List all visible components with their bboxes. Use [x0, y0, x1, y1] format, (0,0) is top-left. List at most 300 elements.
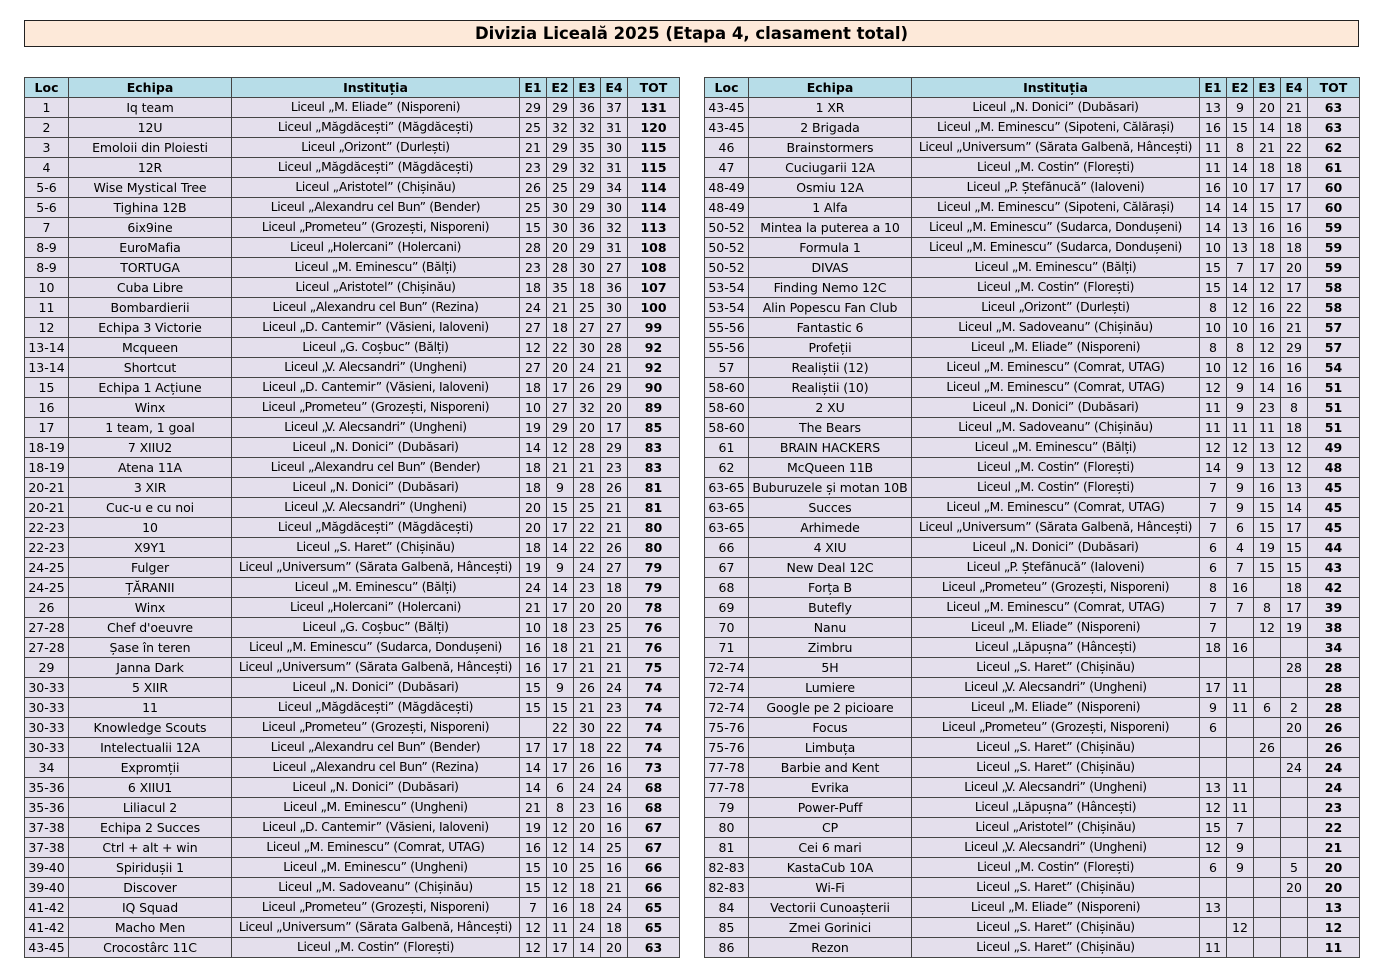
table-row	[25, 678, 680, 698]
e3-cell: 24	[574, 358, 601, 378]
e2-cell: 12	[1227, 298, 1254, 318]
e2-cell: 17	[547, 518, 574, 538]
team-cell: Zmei Gorinici	[749, 918, 912, 938]
e1-cell: 14	[1200, 198, 1227, 218]
rank-cell: 77-78	[705, 778, 749, 798]
institution-cell: Liceul „V. Alecsandri” (Ungheni)	[232, 498, 520, 518]
header-e2: E2	[1227, 78, 1254, 98]
table-row	[25, 698, 680, 718]
e2-cell: 14	[1227, 278, 1254, 298]
team-cell: Șase în teren	[69, 638, 232, 658]
e4-cell: 23	[601, 698, 628, 718]
e1-cell: 17	[1200, 678, 1227, 698]
total-cell: 39	[1308, 598, 1360, 618]
team-cell: Profeții	[749, 338, 912, 358]
header-institutia: Instituția	[912, 78, 1200, 98]
total-cell: 108	[628, 238, 680, 258]
e3-cell: 24	[574, 558, 601, 578]
table-row	[25, 938, 680, 958]
institution-cell: Liceul „Măgdăcești” (Măgdăcești)	[232, 158, 520, 178]
table-row	[705, 578, 1360, 598]
team-cell: Arhimede	[749, 518, 912, 538]
e4-cell: 27	[601, 258, 628, 278]
total-cell: 21	[1308, 838, 1360, 858]
table-row	[25, 338, 680, 358]
header-e1: E1	[520, 78, 547, 98]
team-cell: Cuba Libre	[69, 278, 232, 298]
institution-cell: Liceul „V. Alecsandri” (Ungheni)	[912, 678, 1200, 698]
total-cell: 107	[628, 278, 680, 298]
rank-cell: 30-33	[25, 678, 69, 698]
team-cell: 12R	[69, 158, 232, 178]
table-row	[25, 418, 680, 438]
e3-cell: 18	[574, 878, 601, 898]
e2-cell: 18	[547, 638, 574, 658]
e3-cell: 29	[574, 238, 601, 258]
e3-cell: 13	[1254, 458, 1281, 478]
e2-cell: 20	[547, 358, 574, 378]
e4-cell: 22	[601, 718, 628, 738]
e2-cell: 32	[547, 118, 574, 138]
e3-cell	[1254, 758, 1281, 778]
e1-cell: 17	[520, 738, 547, 758]
table-row	[25, 858, 680, 878]
table-row	[25, 818, 680, 838]
institution-cell: Liceul „Lăpușna” (Hâncești)	[912, 798, 1200, 818]
table-row	[705, 898, 1360, 918]
e3-cell: 30	[574, 338, 601, 358]
institution-cell: Liceul „M. Costin” (Florești)	[912, 458, 1200, 478]
rank-cell: 82-83	[705, 878, 749, 898]
total-cell: 131	[628, 98, 680, 118]
e2-cell: 18	[547, 318, 574, 338]
e2-cell: 8	[1227, 338, 1254, 358]
e4-cell: 36	[601, 278, 628, 298]
team-cell: ȚĂRANII	[69, 578, 232, 598]
e1-cell: 24	[520, 298, 547, 318]
e1-cell: 8	[1200, 578, 1227, 598]
table-row	[705, 678, 1360, 698]
e3-cell: 30	[574, 258, 601, 278]
table-row	[25, 758, 680, 778]
e4-cell: 21	[1281, 98, 1308, 118]
e4-cell: 29	[601, 438, 628, 458]
total-cell: 108	[628, 258, 680, 278]
e2-cell: 9	[1227, 378, 1254, 398]
e2-cell	[1227, 758, 1254, 778]
rank-cell: 22-23	[25, 518, 69, 538]
e1-cell	[520, 718, 547, 738]
total-cell: 45	[1308, 478, 1360, 498]
institution-cell: Liceul „M. Eliade” (Nisporeni)	[912, 618, 1200, 638]
total-cell: 59	[1308, 258, 1360, 278]
rank-cell: 81	[705, 838, 749, 858]
team-cell: Wi-Fi	[749, 878, 912, 898]
rank-cell: 10	[25, 278, 69, 298]
e1-cell: 28	[520, 238, 547, 258]
rank-cell: 1	[25, 98, 69, 118]
total-cell: 92	[628, 338, 680, 358]
rank-cell: 4	[25, 158, 69, 178]
e3-cell: 17	[1254, 178, 1281, 198]
e1-cell: 8	[1200, 298, 1227, 318]
rank-cell: 16	[25, 398, 69, 418]
institution-cell: Liceul „S. Haret” (Chișinău)	[912, 938, 1200, 958]
e2-cell: 14	[547, 538, 574, 558]
table-row	[25, 498, 680, 518]
table-row	[25, 738, 680, 758]
e4-cell: 16	[601, 858, 628, 878]
e4-cell: 31	[601, 118, 628, 138]
table-row	[705, 198, 1360, 218]
header-e1: E1	[1200, 78, 1227, 98]
table-row	[705, 238, 1360, 258]
e2-cell: 15	[547, 698, 574, 718]
institution-cell: Liceul „N. Donici” (Dubăsari)	[232, 778, 520, 798]
e2-cell: 7	[1227, 598, 1254, 618]
e3-cell: 16	[1254, 298, 1281, 318]
e2-cell: 12	[547, 838, 574, 858]
table-row	[25, 718, 680, 738]
team-cell: Atena 11A	[69, 458, 232, 478]
institution-cell: Liceul „G. Coșbuc” (Bălți)	[232, 618, 520, 638]
e4-cell: 17	[1281, 518, 1308, 538]
rank-cell: 35-36	[25, 798, 69, 818]
e4-cell: 18	[601, 918, 628, 938]
e1-cell: 7	[1200, 518, 1227, 538]
institution-cell: Liceul „Alexandru cel Bun” (Bender)	[232, 198, 520, 218]
team-cell: Winx	[69, 598, 232, 618]
total-cell: 120	[628, 118, 680, 138]
e4-cell: 22	[1281, 138, 1308, 158]
e2-cell	[1227, 738, 1254, 758]
e2-cell: 9	[1227, 838, 1254, 858]
table-row	[25, 398, 680, 418]
table-row	[705, 178, 1360, 198]
e3-cell: 32	[574, 158, 601, 178]
institution-cell: Liceul „Prometeu” (Grozești, Nisporeni)	[232, 898, 520, 918]
e2-cell: 15	[1227, 118, 1254, 138]
e4-cell: 21	[601, 358, 628, 378]
total-cell: 58	[1308, 298, 1360, 318]
rank-cell: 66	[705, 538, 749, 558]
team-cell: Limbuța	[749, 738, 912, 758]
header-tot: TOT	[1308, 78, 1360, 98]
e1-cell: 12	[1200, 798, 1227, 818]
rank-cell: 5-6	[25, 178, 69, 198]
institution-cell: Liceul „S. Haret” (Chișinău)	[912, 758, 1200, 778]
rank-cell: 72-74	[705, 678, 749, 698]
team-cell: 5H	[749, 658, 912, 678]
team-cell: Shortcut	[69, 358, 232, 378]
e2-cell: 21	[547, 298, 574, 318]
e4-cell: 37	[601, 98, 628, 118]
e1-cell: 23	[520, 258, 547, 278]
rank-cell: 29	[25, 658, 69, 678]
table-row	[25, 98, 680, 118]
e1-cell: 9	[1200, 698, 1227, 718]
e3-cell: 14	[574, 938, 601, 958]
e1-cell: 15	[1200, 258, 1227, 278]
e1-cell: 16	[1200, 118, 1227, 138]
team-cell: 1 team, 1 goal	[69, 418, 232, 438]
rank-cell: 53-54	[705, 298, 749, 318]
rank-cell: 75-76	[705, 718, 749, 738]
rank-cell: 50-52	[705, 218, 749, 238]
e1-cell: 12	[1200, 378, 1227, 398]
table-row	[705, 798, 1360, 818]
e2-cell	[1227, 938, 1254, 958]
e2-cell: 22	[547, 338, 574, 358]
rank-cell: 82-83	[705, 858, 749, 878]
header-loc: Loc	[705, 78, 749, 98]
team-cell: Osmiu 12A	[749, 178, 912, 198]
e3-cell: 25	[574, 298, 601, 318]
team-cell: Nanu	[749, 618, 912, 638]
e4-cell: 18	[1281, 238, 1308, 258]
e1-cell: 11	[1200, 418, 1227, 438]
team-cell: 1 Alfa	[749, 198, 912, 218]
team-cell: Echipa 1 Acțiune	[69, 378, 232, 398]
institution-cell: Liceul „S. Haret” (Chișinău)	[912, 658, 1200, 678]
institution-cell: Liceul „Măgdăcești” (Măgdăcești)	[232, 118, 520, 138]
institution-cell: Liceul „V. Alecsandri” (Ungheni)	[912, 778, 1200, 798]
e2-cell: 10	[1227, 318, 1254, 338]
total-cell: 83	[628, 458, 680, 478]
team-cell: 12U	[69, 118, 232, 138]
e1-cell	[1200, 658, 1227, 678]
team-cell: Forța B	[749, 578, 912, 598]
team-cell: Succes	[749, 498, 912, 518]
e2-cell: 22	[547, 718, 574, 738]
e4-cell: 18	[1281, 158, 1308, 178]
table-row	[705, 758, 1360, 778]
team-cell: 3 XIR	[69, 478, 232, 498]
e1-cell: 11	[1200, 398, 1227, 418]
table-row	[705, 818, 1360, 838]
institution-cell: Liceul „M. Eminescu” (Ungheni)	[232, 858, 520, 878]
e3-cell: 30	[574, 718, 601, 738]
team-cell: Fulger	[69, 558, 232, 578]
rank-cell: 48-49	[705, 178, 749, 198]
rank-cell: 5-6	[25, 198, 69, 218]
institution-cell: Liceul „M. Costin” (Florești)	[232, 938, 520, 958]
institution-cell: Liceul „Lăpușna” (Hâncești)	[912, 638, 1200, 658]
e1-cell: 6	[1200, 718, 1227, 738]
team-cell: Macho Men	[69, 918, 232, 938]
e3-cell: 26	[574, 758, 601, 778]
e2-cell: 11	[1227, 698, 1254, 718]
rank-cell: 8-9	[25, 238, 69, 258]
e3-cell	[1254, 838, 1281, 858]
table-row	[25, 218, 680, 238]
institution-cell: Liceul „M. Costin” (Florești)	[912, 478, 1200, 498]
e4-cell: 24	[601, 778, 628, 798]
total-cell: 80	[628, 538, 680, 558]
team-cell: The Bears	[749, 418, 912, 438]
rank-cell: 48-49	[705, 198, 749, 218]
total-cell: 79	[628, 558, 680, 578]
e3-cell: 23	[574, 578, 601, 598]
e3-cell: 35	[574, 138, 601, 158]
total-cell: 28	[1308, 658, 1360, 678]
total-cell: 66	[628, 878, 680, 898]
institution-cell: Liceul „Prometeu” (Grozești, Nisporeni)	[912, 578, 1200, 598]
e1-cell: 24	[520, 578, 547, 598]
e4-cell: 29	[1281, 338, 1308, 358]
rank-cell: 41-42	[25, 898, 69, 918]
e1-cell: 11	[1200, 938, 1227, 958]
e3-cell: 12	[1254, 618, 1281, 638]
total-cell: 20	[1308, 858, 1360, 878]
e1-cell: 21	[520, 138, 547, 158]
rank-cell: 37-38	[25, 818, 69, 838]
rank-cell: 18-19	[25, 438, 69, 458]
e3-cell: 20	[574, 418, 601, 438]
team-cell: Iq team	[69, 98, 232, 118]
total-cell: 28	[1308, 678, 1360, 698]
table-row	[705, 138, 1360, 158]
e2-cell: 6	[547, 778, 574, 798]
team-cell: Bombardierii	[69, 298, 232, 318]
institution-cell: Liceul „D. Cantemir” (Văsieni, Ialoveni)	[232, 318, 520, 338]
table-row	[705, 658, 1360, 678]
table-row	[25, 318, 680, 338]
total-cell: 23	[1308, 798, 1360, 818]
e3-cell: 21	[574, 638, 601, 658]
total-cell: 65	[628, 898, 680, 918]
e3-cell	[1254, 798, 1281, 818]
e4-cell: 19	[1281, 618, 1308, 638]
e1-cell: 8	[1200, 338, 1227, 358]
rank-cell: 13-14	[25, 338, 69, 358]
institution-cell: Liceul „S. Haret” (Chișinău)	[912, 738, 1200, 758]
e3-cell: 26	[574, 378, 601, 398]
e3-cell: 27	[574, 318, 601, 338]
rank-cell: 24-25	[25, 558, 69, 578]
total-cell: 74	[628, 718, 680, 738]
e3-cell: 18	[574, 278, 601, 298]
e3-cell: 20	[574, 818, 601, 838]
e2-cell: 29	[547, 418, 574, 438]
table-row	[705, 858, 1360, 878]
e3-cell: 17	[1254, 258, 1281, 278]
team-cell: DIVAS	[749, 258, 912, 278]
total-cell: 68	[628, 798, 680, 818]
institution-cell: Liceul „M. Eliade” (Nisporeni)	[912, 898, 1200, 918]
table-row	[705, 418, 1360, 438]
e4-cell: 24	[601, 678, 628, 698]
e3-cell: 28	[574, 438, 601, 458]
e2-cell: 16	[1227, 578, 1254, 598]
table-row	[25, 638, 680, 658]
table-row	[25, 238, 680, 258]
table-row	[705, 558, 1360, 578]
team-cell: CP	[749, 818, 912, 838]
rank-cell: 57	[705, 358, 749, 378]
team-cell: 4 XIU	[749, 538, 912, 558]
e4-cell: 30	[601, 138, 628, 158]
rank-cell: 63-65	[705, 478, 749, 498]
institution-cell: Liceul „N. Donici” (Dubăsari)	[232, 678, 520, 698]
team-cell: Vectorii Cunoașterii	[749, 898, 912, 918]
e3-cell: 21	[1254, 138, 1281, 158]
e4-cell: 17	[601, 418, 628, 438]
e3-cell: 13	[1254, 438, 1281, 458]
e3-cell: 26	[1254, 738, 1281, 758]
institution-cell: Liceul „M. Eminescu” (Sudarca, Dondușeni)	[232, 638, 520, 658]
total-cell: 114	[628, 178, 680, 198]
institution-cell: Liceul „Alexandru cel Bun” (Rezina)	[232, 758, 520, 778]
e4-cell: 34	[601, 178, 628, 198]
e1-cell: 21	[520, 598, 547, 618]
e2-cell: 30	[547, 218, 574, 238]
team-cell: EuroMafia	[69, 238, 232, 258]
team-cell: Evrika	[749, 778, 912, 798]
e1-cell: 12	[520, 918, 547, 938]
team-cell: IQ Squad	[69, 898, 232, 918]
institution-cell: Liceul „Alexandru cel Bun” (Rezina)	[232, 298, 520, 318]
team-cell: Ctrl + alt + win	[69, 838, 232, 858]
table-row	[705, 118, 1360, 138]
e4-cell: 21	[601, 658, 628, 678]
e1-cell: 15	[1200, 278, 1227, 298]
team-cell: 2 Brigada	[749, 118, 912, 138]
e4-cell: 27	[601, 558, 628, 578]
e3-cell: 20	[574, 598, 601, 618]
rank-cell: 46	[705, 138, 749, 158]
e1-cell: 12	[520, 938, 547, 958]
standings-table-right	[704, 77, 1360, 958]
total-cell: 60	[1308, 178, 1360, 198]
e4-cell: 16	[1281, 378, 1308, 398]
total-cell: 66	[628, 858, 680, 878]
total-cell: 12	[1308, 918, 1360, 938]
e4-cell: 30	[601, 298, 628, 318]
e4-cell: 28	[601, 338, 628, 358]
total-cell: 76	[628, 618, 680, 638]
e4-cell	[1281, 838, 1308, 858]
e4-cell: 12	[1281, 458, 1308, 478]
e2-cell: 11	[547, 918, 574, 938]
e3-cell: 14	[1254, 118, 1281, 138]
total-cell: 26	[1308, 738, 1360, 758]
table-row	[25, 358, 680, 378]
team-cell: Focus	[749, 718, 912, 738]
rank-cell: 27-28	[25, 638, 69, 658]
e4-cell: 13	[1281, 478, 1308, 498]
team-cell: Alin Popescu Fan Club	[749, 298, 912, 318]
institution-cell: Liceul „M. Eminescu” (Sudarca, Dondușeni)	[912, 218, 1200, 238]
institution-cell: Liceul „M. Eliade” (Nisporeni)	[232, 98, 520, 118]
table-row	[25, 778, 680, 798]
header-loc: Loc	[25, 78, 69, 98]
e3-cell: 16	[1254, 478, 1281, 498]
table-row	[705, 98, 1360, 118]
e2-cell: 7	[1227, 258, 1254, 278]
e4-cell: 32	[601, 218, 628, 238]
team-cell: X9Y1	[69, 538, 232, 558]
e1-cell: 10	[520, 398, 547, 418]
team-cell: Mcqueen	[69, 338, 232, 358]
e4-cell: 22	[601, 738, 628, 758]
header-echipa: Echipa	[69, 78, 232, 98]
rank-cell: 11	[25, 298, 69, 318]
e4-cell: 21	[601, 518, 628, 538]
institution-cell: Liceul „N. Donici” (Dubăsari)	[912, 538, 1200, 558]
e3-cell: 21	[574, 458, 601, 478]
rank-cell: 68	[705, 578, 749, 598]
